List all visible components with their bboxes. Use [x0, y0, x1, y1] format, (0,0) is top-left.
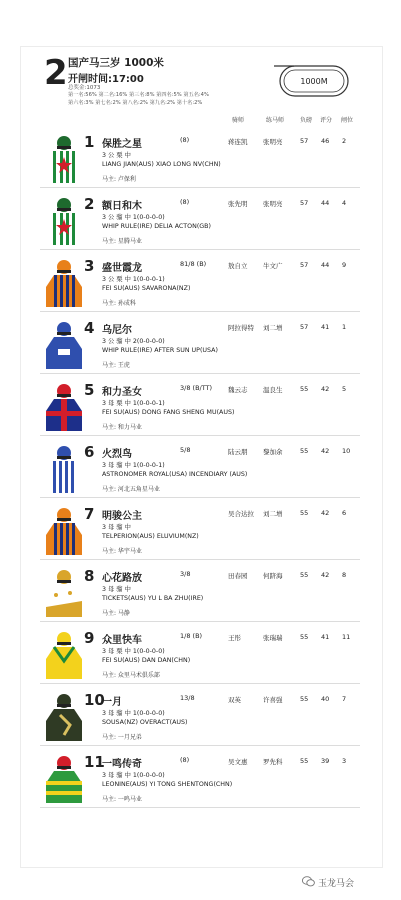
jockey-silk-icon: [44, 257, 84, 309]
horse-owner: 马主: 一鸣马业: [102, 796, 142, 803]
jockey-name: 阿拉得特: [228, 324, 254, 332]
horse-pedigree: TELPERION(AUS) ELUVIUM(NZ): [102, 533, 199, 540]
runner-number: 11: [84, 753, 105, 771]
runner-row: [40, 313, 360, 374]
horse-rating: 42: [321, 509, 330, 517]
barrier-draw: 2: [342, 137, 347, 145]
carried-weight: 55: [300, 385, 309, 393]
horse-rating: 39: [321, 757, 330, 765]
horse-rating: 42: [321, 385, 330, 393]
jockey-silk-icon: [44, 443, 84, 495]
horse-info: 3 母 栗 中 1(0-0-0-1): [102, 400, 165, 407]
runner-number: 2: [84, 195, 95, 213]
runner-rating-gear: 3/8 (B/TT): [180, 384, 213, 392]
runner-rating-gear: 1/8 (B): [180, 632, 203, 640]
jockey-name: 田春园: [228, 572, 248, 580]
runner-number: 4: [84, 319, 95, 337]
jockey-silk-icon: [44, 691, 84, 743]
horse-name: 众里快车: [102, 635, 142, 646]
jockey-name: 陆云朋: [228, 448, 248, 456]
barrier-draw: 8: [342, 571, 347, 579]
trainer-name: 罗先科: [263, 758, 283, 766]
trainer-name: 张明亮: [263, 138, 283, 146]
horse-info: 3 公 栗 中: [102, 152, 131, 159]
horse-owner: 马主: 一月兄弟: [102, 734, 142, 741]
horse-name: 明骏公主: [102, 511, 142, 522]
runner-rating-gear: (8): [180, 756, 190, 764]
trainer-name: 许喜强: [263, 696, 283, 704]
col-jockey: 骑师: [232, 117, 245, 124]
barrier-draw: 6: [342, 509, 347, 517]
col-trainer: 练马师: [266, 117, 285, 124]
trainer-name: 何跻海: [263, 572, 283, 580]
horse-rating: 42: [321, 447, 330, 455]
horse-info: 3 公 骝 中 2(0-0-0-0): [102, 338, 165, 345]
carried-weight: 57: [300, 323, 309, 331]
runner-number: 7: [84, 505, 95, 523]
jockey-name: 双英: [228, 696, 241, 704]
barrier-draw: 10: [342, 447, 351, 455]
track-distance-label: 1000M: [300, 77, 328, 86]
horse-owner: 马主: 星腾马业: [102, 238, 142, 245]
carried-weight: 57: [300, 137, 309, 145]
horse-rating: 40: [321, 695, 330, 703]
jockey-name: 吴文惠: [228, 758, 248, 766]
runner-rating-gear: 81/8 (B): [180, 260, 207, 268]
horse-name: 乌尼尔: [102, 325, 132, 336]
carried-weight: 55: [300, 633, 309, 641]
carried-weight: 57: [300, 199, 309, 207]
watermark: 玉龙马会: [318, 879, 355, 889]
runner-number: 5: [84, 381, 95, 399]
runner-number: 9: [84, 629, 95, 647]
runner-number: 10: [84, 691, 105, 709]
runner-row: [40, 561, 360, 622]
runner-row: [40, 127, 360, 188]
barrier-draw: 1: [342, 323, 347, 331]
runner-rating-gear: 5/8: [180, 446, 191, 454]
horse-owner: 马主: 孙成科: [102, 300, 136, 307]
jockey-name: 吴合达拉: [228, 510, 254, 518]
horse-pedigree: LEONINE(AUS) YI TONG SHENTONG(CHN): [102, 781, 233, 788]
runner-row: [40, 437, 360, 498]
horse-owner: 马主: 河北五角星马业: [102, 486, 160, 493]
race-title: 国产马三岁 1000米: [68, 57, 164, 69]
track-diagram-icon: [274, 60, 352, 100]
jockey-silk-icon: [44, 753, 84, 805]
carried-weight: 55: [300, 571, 309, 579]
horse-owner: 马主: 马静: [102, 610, 130, 617]
horse-rating: 41: [321, 323, 330, 331]
runner-row: [40, 747, 360, 808]
barrier-draw: 7: [342, 695, 347, 703]
runner-row: [40, 685, 360, 746]
horse-rating: 44: [321, 199, 330, 207]
col-rating: 评分: [320, 117, 333, 124]
runner-number: 6: [84, 443, 95, 461]
jockey-silk-icon: [44, 195, 84, 247]
barrier-draw: 4: [342, 199, 347, 207]
wechat-icon: [302, 876, 315, 887]
horse-name: 一鸣传奇: [102, 759, 142, 770]
carried-weight: 55: [300, 447, 309, 455]
jockey-silk-icon: [44, 319, 84, 371]
horse-pedigree: WHIP RULE(IRE) DELIA ACTON(GB): [102, 223, 211, 230]
horse-rating: 46: [321, 137, 330, 145]
prize-distribution-2: 第六名:3% 第七名:2% 第八名:2% 第九名:2% 第十名:2%: [68, 100, 203, 106]
trainer-name: 张明亮: [263, 200, 283, 208]
horse-pedigree: SOUSA(NZ) OVERACT(AUS): [102, 719, 188, 726]
trainer-name: 温良生: [263, 386, 283, 394]
horse-owner: 马主: 众里马术俱乐部: [102, 672, 160, 679]
horse-info: 3 母 骝 中: [102, 586, 131, 593]
trainer-name: 刘二增: [263, 510, 283, 518]
runner-row: [40, 251, 360, 312]
horse-info: 3 母 骝 中 1(0-0-0-1): [102, 462, 165, 469]
horse-info: 3 母 骝 中 1(0-0-0-0): [102, 710, 165, 717]
prize-distribution-1: 第一名:56% 第二名:16% 第三名:8% 第四名:5% 第五名:4%: [68, 92, 209, 98]
race-prize-total: 总奖金:1073: [68, 85, 101, 91]
barrier-draw: 3: [342, 757, 347, 765]
race-start-time: 开闸时间:17:00: [68, 74, 144, 85]
horse-info: 3 母 骝 中: [102, 524, 131, 531]
runner-number: 1: [84, 133, 95, 151]
jockey-name: 张先明: [228, 200, 248, 208]
trainer-name: 黎加余: [263, 448, 283, 456]
horse-info: 3 公 骝 中 1(0-0-0-0): [102, 214, 165, 221]
horse-pedigree: FEI SU(AUS) SAVARONA(NZ): [102, 285, 191, 292]
race-number: 2: [44, 53, 68, 93]
jockey-silk-icon: [44, 567, 84, 619]
horse-name: 心花路放: [102, 573, 142, 584]
horse-name: 一月: [102, 697, 122, 708]
carried-weight: 57: [300, 261, 309, 269]
horse-info: 3 母 骝 中 1(0-0-0-0): [102, 772, 165, 779]
horse-pedigree: WHIP RULE(IRE) AFTER SUN UP(USA): [102, 347, 218, 354]
horse-owner: 马主: 和力马业: [102, 424, 142, 431]
horse-name: 盛世霞龙: [102, 263, 142, 274]
horse-name: 额日和木: [102, 201, 142, 212]
runner-row: [40, 623, 360, 684]
horse-rating: 41: [321, 633, 330, 641]
jockey-name: 王彤: [228, 634, 241, 642]
barrier-draw: 9: [342, 261, 347, 269]
horse-name: 火烈鸟: [102, 449, 132, 460]
runner-rating-gear: (8): [180, 136, 190, 144]
horse-name: 保胜之星: [102, 139, 142, 150]
barrier-draw: 11: [342, 633, 351, 641]
runner-rating-gear: (8): [180, 198, 190, 206]
horse-info: 3 公 栗 中 1(0-0-0-1): [102, 276, 165, 283]
col-barrier: 闸位: [341, 117, 354, 124]
runner-number: 8: [84, 567, 95, 585]
jockey-silk-icon: [44, 505, 84, 557]
barrier-draw: 5: [342, 385, 347, 393]
horse-owner: 马主: 华宇马业: [102, 548, 142, 555]
jockey-name: 敖自立: [228, 262, 248, 270]
horse-pedigree: FEI SU(AUS) DAN DAN(CHN): [102, 657, 191, 664]
trainer-name: 张瑞瑞: [263, 634, 283, 642]
jockey-silk-icon: [44, 133, 84, 185]
carried-weight: 55: [300, 509, 309, 517]
runner-row: [40, 189, 360, 250]
jockey-silk-icon: [44, 381, 84, 433]
carried-weight: 55: [300, 757, 309, 765]
trainer-name: 刘二增: [263, 324, 283, 332]
jockey-silk-icon: [44, 629, 84, 681]
carried-weight: 55: [300, 695, 309, 703]
horse-pedigree: LIANG JIAN(AUS) XIAO LONG NV(CHN): [102, 161, 221, 168]
horse-owner: 马主: 卢保利: [102, 176, 136, 183]
horse-pedigree: FEI SU(AUS) DONG FANG SHENG MU(AUS): [102, 409, 235, 416]
trainer-name: 牛文广: [263, 262, 283, 270]
runner-rating-gear: 3/8: [180, 570, 191, 578]
jockey-name: 魏云志: [228, 386, 248, 394]
runner-rating-gear: 13/8: [180, 694, 195, 702]
horse-pedigree: TICKETS(AUS) YU L BA ZHU(IRE): [102, 595, 204, 602]
horse-pedigree: ASTRONOMER ROYAL(USA) INCENDIARY (AUS): [102, 471, 248, 478]
horse-info: 3 母 栗 中 1(0-0-0-0): [102, 648, 165, 655]
col-weight: 负磅: [300, 117, 313, 124]
horse-owner: 马主: 王虎: [102, 362, 130, 369]
horse-name: 和力圣女: [102, 387, 142, 398]
horse-rating: 42: [321, 571, 330, 579]
runner-row: [40, 375, 360, 436]
horse-rating: 44: [321, 261, 330, 269]
jockey-name: 蒋连凯: [228, 138, 248, 146]
runner-number: 3: [84, 257, 95, 275]
runner-row: [40, 499, 360, 560]
